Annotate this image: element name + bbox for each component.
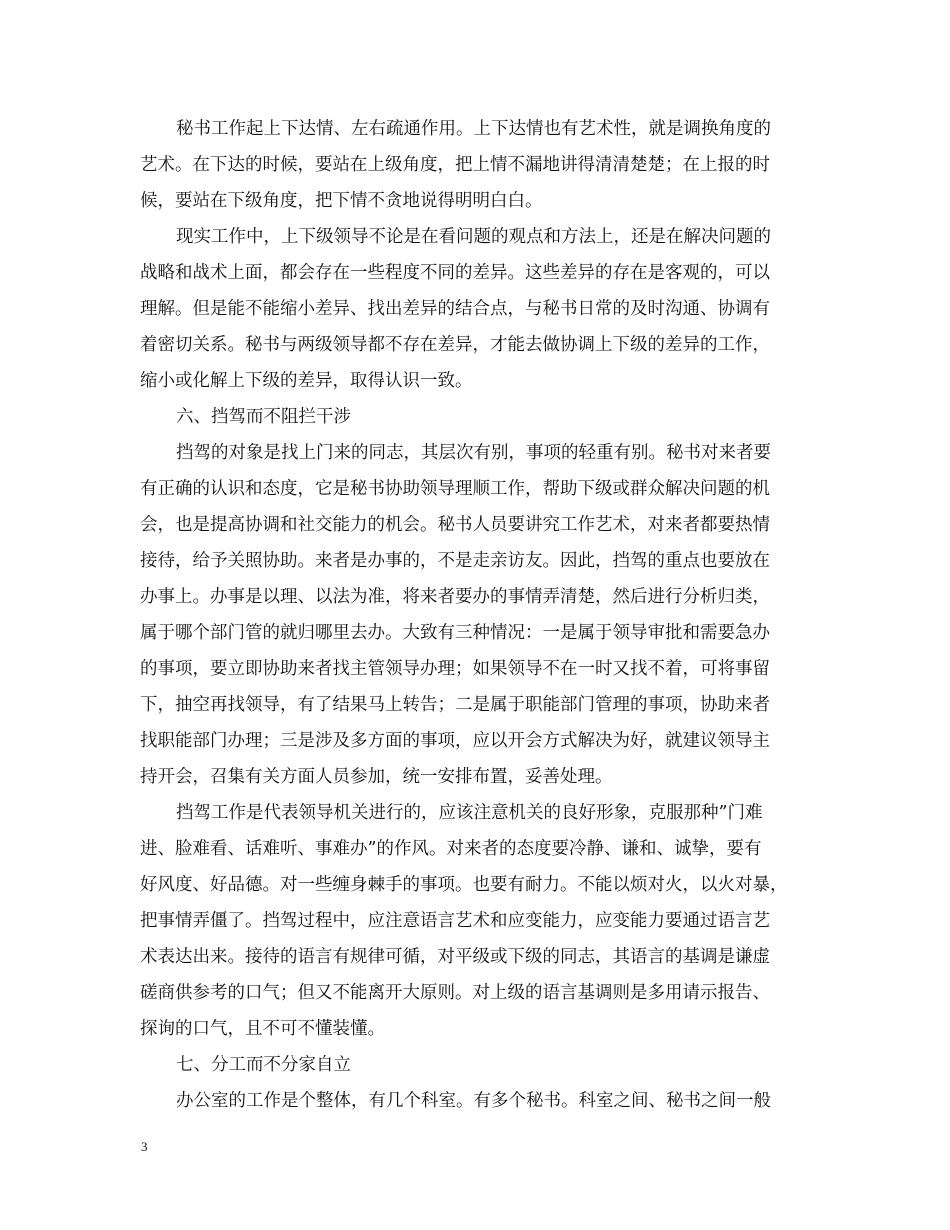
section-heading: 六、挡驾而不阻拦干涉	[176, 407, 351, 427]
text-line: 挡驾工作是代表领导机关进行的，应该注意机关的良好形象，克服那种”门难	[176, 803, 763, 823]
text-line: 秘书工作起上下达情、左右疏通作用。上下达情也有艺术性，就是调换角度的	[176, 119, 771, 139]
text-line: 接待，给予关照协助。来者是办事的，不是走亲访友。因此，挡驾的重点也要放在	[140, 551, 770, 571]
text-line: 属于哪个部门管的就归哪里去办。大致有三种情况：一是属于领导审批和需要急办	[140, 623, 770, 643]
text-line: 挡驾的对象是找上门来的同志，其层次有别，事项的轻重有别。秘书对来者要	[176, 443, 771, 463]
text-line: 现实工作中，上下级领导不论是在看问题的观点和方法上，还是在解决问题的	[176, 227, 771, 247]
text-line: 找职能部门办理；三是涉及多方面的事项，应以开会方式解决为好，就建议领导主	[140, 731, 770, 751]
text-line: 把事情弄僵了。挡驾过程中，应注意语言艺术和应变能力，应变能力要通过语言艺	[140, 911, 770, 931]
text-line: 进、脸难看、话难听、事难办”的作风。对来者的态度要冷静、谦和、诚挚，要有	[140, 839, 762, 859]
section-heading: 七、分工而不分家自立	[176, 1055, 351, 1075]
text-line: 下，抽空再找领导，有了结果马上转告；二是属于职能部门管理的事项，协助来者	[140, 695, 770, 715]
text-line: 术表达出来。接待的语言有规律可循，对平级或下级的同志，其语言的基调是谦虚	[140, 947, 770, 967]
text-line: 战略和战术上面，都会存在一些程度不同的差异。这些差异的存在是客观的，可以	[140, 263, 770, 283]
text-line: 的事项，要立即协助来者找主管领导办理；如果领导不在一时又找不着，可将事留	[140, 659, 770, 679]
text-line: 磋商供参考的口气；但又不能离开大原则。对上级的语言基调则是多用请示报告、	[140, 983, 770, 1003]
text-line: 艺术。在下达的时候，要站在上级角度，把上情不漏地讲得清清楚楚；在上报的时	[140, 155, 770, 175]
text-line: 探询的口气，且不可不懂装懂。	[140, 1019, 385, 1039]
text-line: 候，要站在下级角度，把下情不贪地说得明明白白。	[140, 191, 543, 211]
text-line: 持开会，召集有关方面人员参加，统一安排布置，妥善处理。	[140, 767, 613, 787]
text-line: 办公室的工作是个整体，有几个科室。有多个秘书。科室之间、秘书之间一般	[176, 1091, 771, 1111]
text-line: 着密切关系。秘书与两级领导都不存在差异，才能去做协调上下级的差异的工作，	[140, 335, 770, 355]
text-line: 办事上。办事是以理、以法为准，将来者要办的事情弄清楚，然后进行分析归类，	[140, 587, 770, 607]
text-line: 有正确的认识和态度，它是秘书协助领导理顺工作，帮助下级或群众解决问题的机	[140, 479, 770, 499]
text-line: 理解。但是能不能缩小差异、找出差异的结合点，与秘书日常的及时沟通、协调有	[140, 299, 770, 319]
page-number: 3	[141, 1139, 148, 1154]
text-line: 缩小或化解上下级的差异，取得认识一致。	[140, 371, 473, 391]
text-line: 好风度、好品德。对一些缠身棘手的事项。也要有耐力。不能以烦对火，以火对暴，	[140, 875, 788, 895]
text-line: 会，也是提高协调和社交能力的机会。秘书人员要讲究工作艺术，对来者都要热情	[140, 515, 770, 535]
